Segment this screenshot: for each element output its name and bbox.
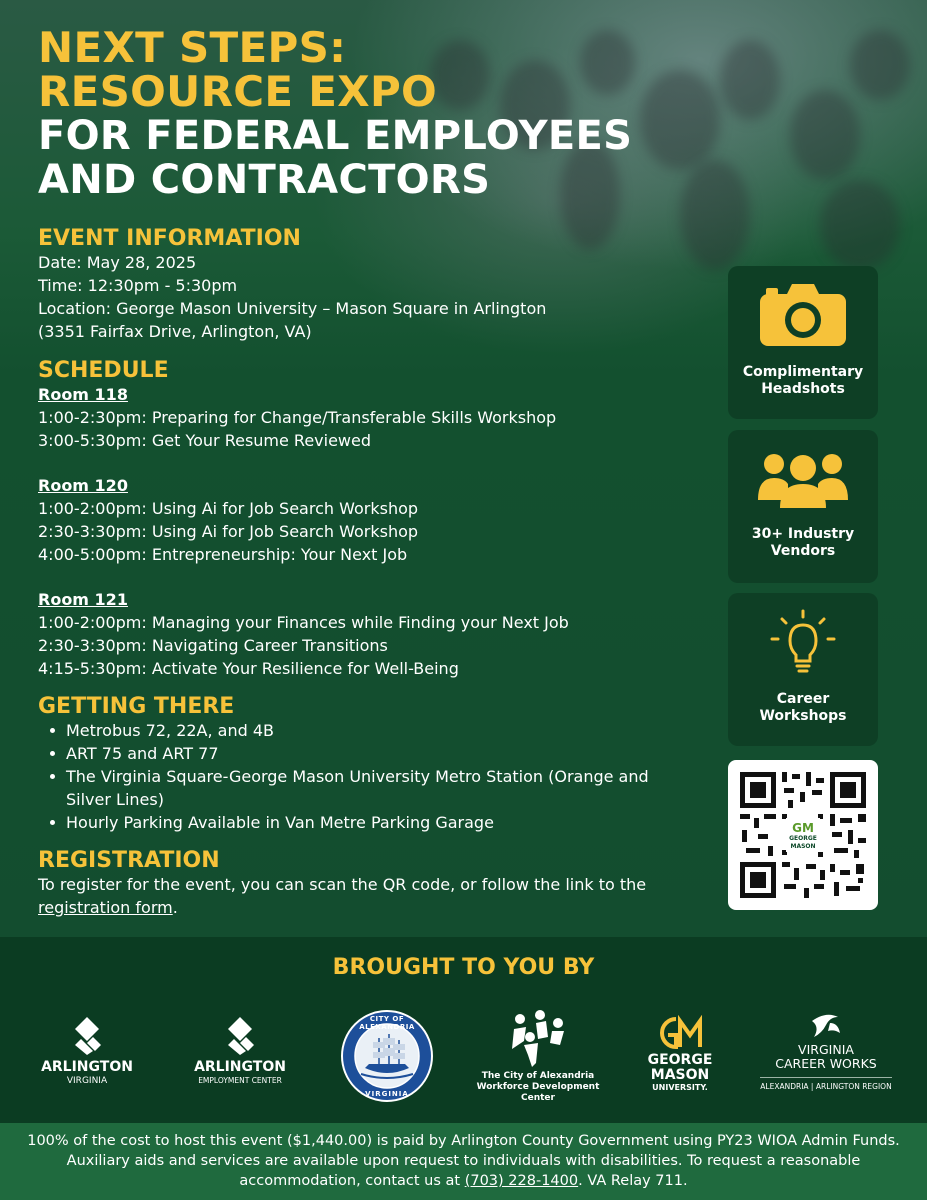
vcw-divider: [760, 1077, 892, 1078]
arlington-mark-icon: [67, 1017, 107, 1055]
session: 1:00-2:30pm: Preparing for Change/Transferable Skills Workshop: [38, 408, 557, 427]
arlington-virginia-logo: ARLINGTON VIRGINIA: [36, 1017, 138, 1087]
registration-qr-code[interactable]: [728, 760, 878, 910]
card-label: Headshots: [761, 381, 845, 397]
transit-item: Metrobus 72, 22A, and 4B: [48, 719, 688, 742]
transit-item: The Virginia Square-George Mason University Metro Station (Orange and: [48, 765, 688, 788]
vendors-card: [728, 430, 878, 583]
lightbulb-icon: [768, 609, 838, 675]
footer-disclaimer: 100% of the cost to host this event ($1,440.00) is paid by Arlington County Government using PY23 WIOA Admin Funds. Auxiliary aids and services are available upon request to individuals with disabilities. To request a reasonable accommodation, contact us at (703) 228-1400. VA Relay 711.: [0, 1123, 927, 1200]
alexandria-workforce-center-logo: The City of Alexandria Workforce Development Center: [472, 1009, 604, 1104]
title-line-3: FOR FEDERAL EMPLOYEES: [38, 113, 633, 159]
people-icon: [758, 450, 848, 510]
card-label: Complimentary: [742, 364, 864, 380]
george-mason-university-logo: GEORGE MASON UNIVERSITY.: [640, 1015, 720, 1093]
footer-line-2: Auxiliary aids and services are available upon request to individuals with disabilities. To request a reasonable: [66, 1153, 861, 1169]
session: 2:30-3:30pm: Navigating Career Transitions: [38, 636, 388, 655]
city-of-alexandria-seal: CITY OF ALEXANDRIA VIRGINIA: [341, 1010, 433, 1102]
card-label: Workshops: [759, 708, 847, 724]
event-location: Location: George Mason University – Mason Square in Arlington: [38, 299, 547, 318]
registration-text: To register for the event, you can scan the QR code, or follow the link to the: [38, 875, 647, 894]
room-118-label: Room 118: [38, 385, 128, 404]
virginia-career-works-logo: VIRGINIA CAREER WORKS ALEXANDRIA | ARLINGTON REGION: [756, 1011, 896, 1092]
headshots-card: [728, 266, 878, 419]
arlington-mark-icon: [220, 1017, 260, 1055]
sponsors-section: [0, 937, 927, 1123]
registration: REGISTRATION To register for the event, you can scan the QR code, or follow the link to the registration form.: [38, 848, 688, 919]
transit-item: ART 75 and ART 77: [48, 742, 688, 765]
event-date: Date: May 28, 2025: [38, 253, 197, 272]
schedule-heading: SCHEDULE: [38, 358, 169, 383]
registration-heading: REGISTRATION: [38, 848, 220, 873]
room-120-label: Room 120: [38, 476, 128, 495]
gmu-monogram-icon: [656, 1015, 704, 1051]
event-information: [38, 226, 688, 343]
event-title: [38, 23, 633, 203]
sponsors-heading: BROUGHT TO YOU BY: [332, 955, 595, 980]
session: 1:00-2:00pm: Managing your Finances while Finding your Next Job: [38, 613, 569, 632]
session: 4:15-5:30pm: Activate Your Resilience for Well-Being: [38, 659, 459, 678]
transit-item: Hourly Parking Available in Van Metre Parking Garage: [48, 811, 688, 834]
qr-gmu-logo: GM GEORGE MASON: [789, 821, 817, 850]
title-line-2: RESOURCE EXPO: [38, 67, 438, 116]
footer-line-3: accommodation, contact us at: [239, 1173, 465, 1189]
card-label: Vendors: [770, 543, 836, 559]
title-line-4: AND CONTRACTORS: [38, 157, 491, 203]
arlington-employment-center-logo: ARLINGTON EMPLOYMENT CENTER: [186, 1017, 294, 1087]
vcw-swoosh-icon: [808, 1011, 844, 1041]
event-info-heading: EVENT INFORMATION: [38, 226, 301, 251]
footer-line-1: 100% of the cost to host this event ($1,440.00) is paid by Arlington County Government using PY23 WIOA Admin Funds.: [27, 1133, 900, 1149]
people-figures-icon: [506, 1009, 570, 1067]
card-label: Career: [776, 691, 830, 707]
phone-link[interactable]: (703) 228-1400: [464, 1173, 579, 1189]
session: 2:30-3:30pm: Using Ai for Job Search Workshop: [38, 522, 419, 541]
session: 3:00-5:30pm: Get Your Resume Reviewed: [38, 431, 372, 450]
getting-there: [38, 694, 688, 834]
getting-there-heading: GETTING THERE: [38, 694, 235, 719]
workshops-card: [728, 593, 878, 746]
registration-form-link[interactable]: registration form: [38, 898, 173, 917]
schedule: [38, 358, 688, 680]
camera-icon: [758, 282, 848, 348]
transit-item-continued: Silver Lines): [66, 790, 164, 809]
card-label: 30+ Industry: [751, 526, 855, 542]
event-time: Time: 12:30pm - 5:30pm: [38, 276, 238, 295]
session: 1:00-2:00pm: Using Ai for Job Search Workshop: [38, 499, 419, 518]
event-address: (3351 Fairfax Drive, Arlington, VA): [38, 322, 312, 341]
room-121-label: Room 121: [38, 590, 128, 609]
title-line-1: NEXT STEPS:: [38, 23, 347, 72]
session: 4:00-5:00pm: Entrepreneurship: Your Next Job: [38, 545, 408, 564]
